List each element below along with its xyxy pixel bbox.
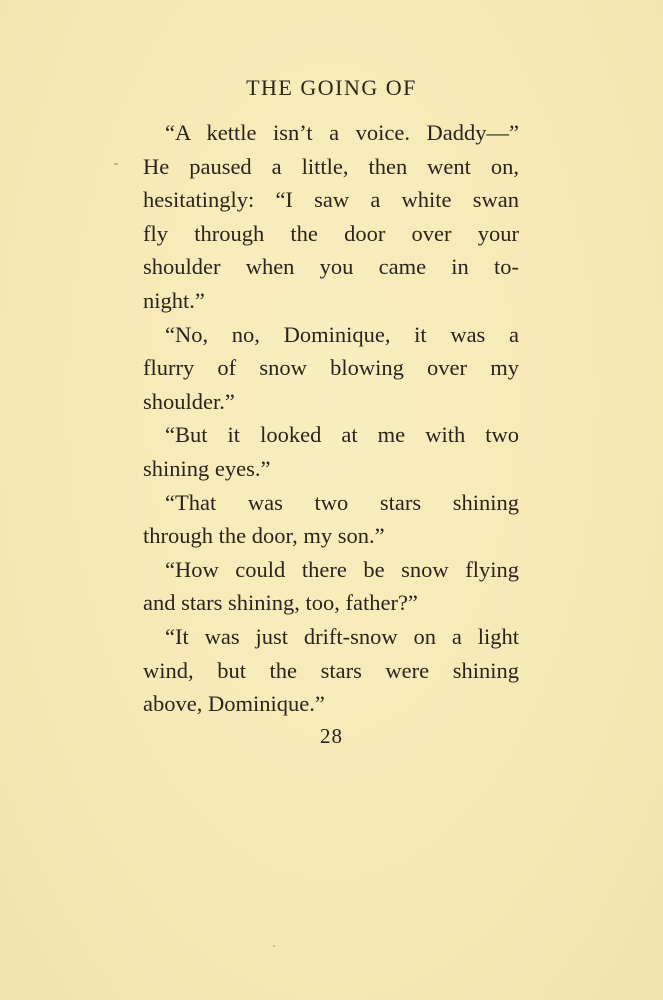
- body-text: [143, 116, 519, 721]
- text-line: “No, no, Dominique, it was a: [165, 321, 519, 347]
- paragraph-6: [143, 620, 519, 721]
- text-line: “It was just drift-snow on a light: [165, 623, 519, 649]
- text-line: night.”: [143, 287, 205, 313]
- text-line: wind, but the stars were shining: [143, 657, 519, 683]
- text-line: He paused a little, then went on,: [143, 153, 519, 179]
- paragraph-1: [143, 116, 519, 318]
- text-line: “How could there be snow flying: [165, 556, 519, 582]
- text-line: “But it looked at me with two: [165, 422, 519, 448]
- text-line: hesitatingly: “I saw a white swan: [143, 187, 519, 213]
- page-number: 28: [320, 724, 343, 748]
- text-line: “A kettle isn’t a voice. Daddy—”: [165, 120, 519, 145]
- text-line: shoulder.”: [143, 388, 235, 414]
- text-line: flurry of snow blowing over my: [143, 355, 519, 381]
- running-head: THE GOING OF: [246, 75, 417, 100]
- text-line: through the door, my son.”: [143, 523, 385, 549]
- paper-speck: [114, 163, 118, 165]
- paragraph-3: [143, 418, 519, 485]
- text-line: fly through the door over your: [143, 220, 519, 246]
- text-line: shining eyes.”: [143, 455, 271, 481]
- text-line: above, Dominique.”: [143, 691, 325, 717]
- paper-speck: [273, 945, 275, 947]
- text-line: “That was two stars shining: [165, 489, 519, 515]
- paragraph-4: [143, 486, 519, 553]
- paragraph-2: [143, 318, 519, 419]
- text-line: and stars shining, too, father?”: [143, 590, 418, 616]
- paragraph-5: [143, 553, 519, 620]
- text-line: shoulder when you came in to-: [143, 254, 519, 280]
